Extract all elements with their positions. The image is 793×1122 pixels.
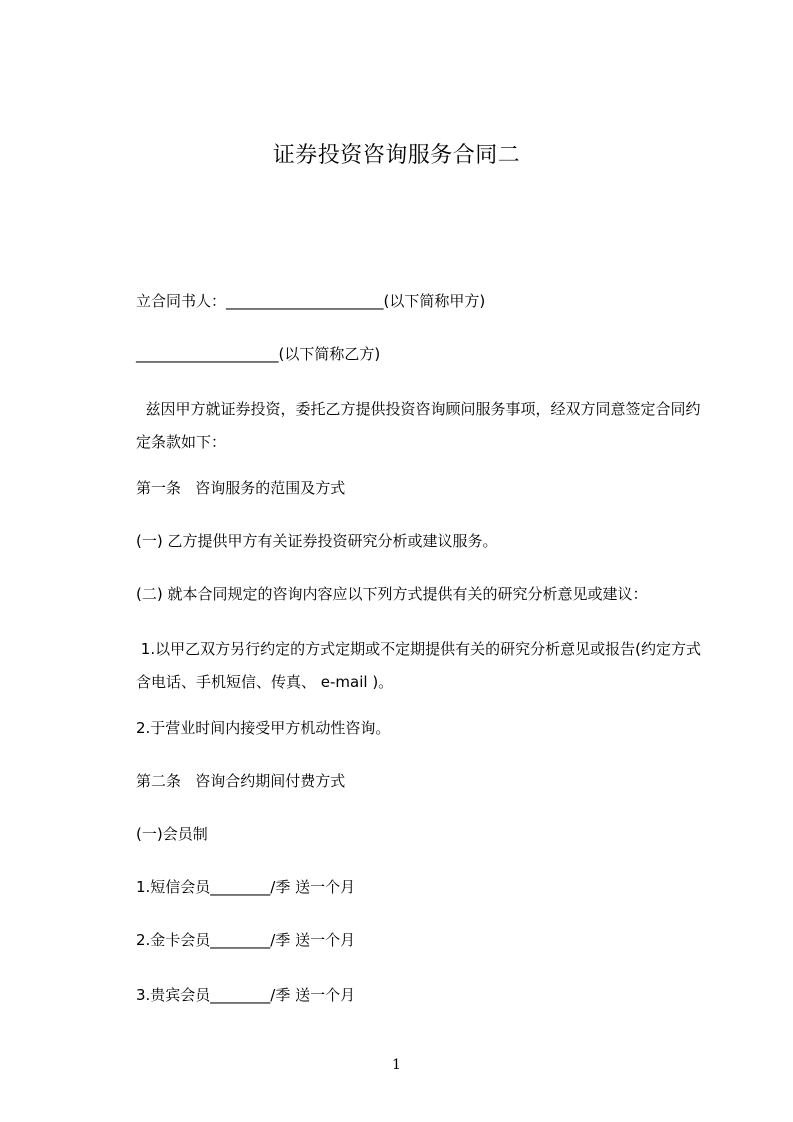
article-1-subitem-2: 2.于营业时间内接受甲方机动性咨询。 xyxy=(136,719,391,737)
page-number: 1 xyxy=(392,1057,401,1073)
party-b-line: ___________________(以下简称乙方) xyxy=(136,345,381,363)
membership-line-1: 1.短信会员________/季 送一个月 xyxy=(136,878,356,896)
article-1-item-1: (一) 乙方提供甲方有关证券投资研究分析或建议服务。 xyxy=(136,532,498,550)
intro-paragraph: 兹因甲方就证券投资，委托乙方提供投资咨询顾问服务事项，经双方同意签定合同约定条款如下： xyxy=(136,400,701,451)
membership-line-2: 2.金卡会员________/季 送一个月 xyxy=(136,931,356,949)
party-a-line: 立合同书人：_____________________(以下简称甲方) xyxy=(136,292,486,310)
membership-line-3: 3.贵宾会员________/季 送一个月 xyxy=(136,986,356,1004)
article-1-heading: 第一条 咨询服务的范围及方式 xyxy=(136,479,346,497)
document-title: 证券投资咨询服务合同二 xyxy=(272,143,521,168)
article-2-heading: 第二条 咨询合约期间付费方式 xyxy=(136,772,346,790)
article-1-subitem-1: 1.以甲乙双方另行约定的方式定期或不定期提供有关的研究分析意见或报告(约定方式含电话、手机短信、传真、 e-mail )。 xyxy=(136,640,701,691)
article-1-item-2: (二) 就本合同规定的咨询内容应以下列方式提供有关的研究分析意见或建议： xyxy=(136,585,648,603)
article-2-item-1: (一)会员制 xyxy=(136,825,208,843)
